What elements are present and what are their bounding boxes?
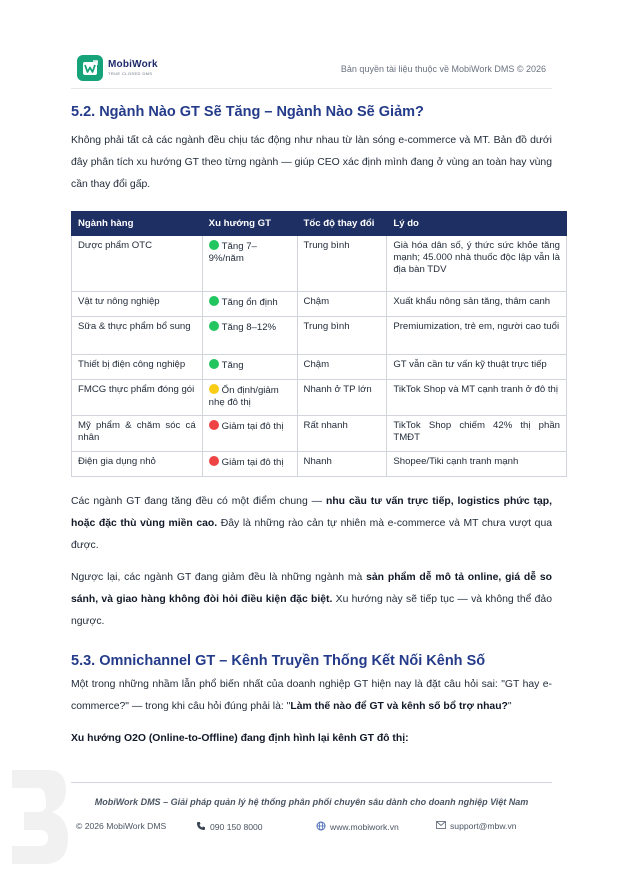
trend-label: Tăng 8–12% [221, 322, 277, 333]
trend-cell [202, 416, 297, 452]
trend-cell [202, 292, 297, 317]
email-link[interactable]: support@mbw.vn [450, 821, 517, 831]
reason-cell: Già hóa dân số, ý thức sức khỏe tăng mạnh; 45.000 nhà thuốc độc lập vẫn là địa bàn TDV [387, 236, 567, 292]
trend-label: Tăng [221, 360, 244, 371]
industry-cell: FMCG thực phẩm đóng gói [72, 380, 203, 416]
trend-cell [202, 452, 297, 477]
bold-text: Xu hướng O2O (Online-to-Offline) đang định hình lại kênh GT đô thị: [71, 733, 409, 744]
globe-icon [316, 821, 326, 833]
bold-text: sản phẩm dễ mô tả online, giá dễ so sánh, và giao hàng không đòi hỏi điều kiện đặc biệt. [71, 572, 552, 605]
industry-cell: Mỹ phẩm & chăm sóc cá nhân [72, 416, 203, 452]
industry-cell: Sữa & thực phẩm bổ sung [72, 317, 203, 355]
intro-paragraph: Không phải tất cả các ngành đều chịu tác động như nhau từ làn sóng e-commerce và MT. Bản đồ dưới đây phân tích xu hướng GT theo từng ngành — giúp CEO xác định mình đang ở vùng an toàn hay vùng cần thay đổi gấp. [71, 135, 552, 190]
phone-icon [196, 821, 206, 833]
footer-copyright [76, 821, 166, 831]
text-run: Một trong những nhầm lẫn phổ biến nhất của doanh nghiệp GT hiện nay là đặt câu hỏi sai: "GT hay e-commerce?" — trong khi câu hỏi đúng phải là: " [71, 679, 552, 712]
brand-tagline: TRUE CLOSED DMS [108, 71, 153, 76]
bold-text: nhu cầu tư vấn trực tiếp, logistics phức tạp, hoặc đặc thù vùng miền cao. [71, 496, 553, 529]
table-row [72, 317, 567, 355]
text-run: Ngược lại, các ngành GT đang giảm đều là những ngành mà [71, 572, 367, 583]
text-run: Xu hướng này sẽ tiếp tục — và không thể đảo ngược. [71, 594, 552, 627]
industry-cell: Dược phẩm OTC [72, 236, 203, 292]
table-row [72, 292, 567, 317]
column-header: Lý do [387, 212, 567, 236]
reason-cell: Xuất khẩu nông sản tăng, thâm canh [387, 292, 567, 317]
text-run: Các ngành GT đang tăng đều có một điểm chung — [71, 496, 326, 507]
footer-divider [71, 782, 552, 783]
reason-cell: Premiumization, trẻ em, người cao tuổi [387, 317, 567, 355]
mail-icon [436, 821, 446, 831]
trend-label: Ổn định/giảm nhẹ đô thị [208, 385, 279, 408]
trend-label: Tăng ổn định [221, 297, 278, 308]
reason-cell: Shopee/Tiki cạnh tranh mạnh [387, 452, 567, 477]
industry-cell: Thiết bị điện công nghiệp [72, 355, 203, 380]
industry-cell: Điện gia dụng nhỏ [72, 452, 203, 477]
header-copyright: Bản quyền tài liệu thuộc về MobiWork DMS © 2026 [340, 64, 546, 74]
omnichannel-paragraph [71, 674, 552, 718]
column-header: Tốc độ thay đổi [297, 212, 387, 236]
speed-cell: Chậm [297, 292, 387, 317]
trend-cell [202, 355, 297, 380]
bold-text: Làm thế nào để GT và kênh số bổ trợ nhau? [290, 701, 508, 712]
speed-cell: Chậm [297, 355, 387, 380]
trend-status-icon [209, 321, 219, 331]
watermark-number [4, 760, 70, 875]
speed-cell: Nhanh [297, 452, 387, 477]
table-row [72, 236, 567, 292]
table-row [72, 452, 567, 477]
footer-copyright-text: © 2026 MobiWork DMS [76, 821, 167, 831]
speed-cell: Rất nhanh [297, 416, 387, 452]
trend-cell [202, 317, 297, 355]
header-divider [71, 88, 552, 89]
trend-status-icon [209, 359, 219, 369]
trend-cell [202, 236, 297, 292]
trend-status-icon [209, 296, 219, 306]
table-row [72, 416, 567, 452]
growth-paragraph [71, 491, 552, 557]
reason-cell: TikTok Shop và MT cạnh tranh ở đô thị [387, 380, 567, 416]
o2o-paragraph [71, 728, 552, 750]
trend-label: Tăng 7–9%/năm [208, 241, 257, 264]
reason-cell: GT vẫn cần tư vấn kỹ thuật trực tiếp [387, 355, 567, 380]
section-title-5-3: 5.3. Omnichannel GT – Kênh Truyền Thống Kết Nối Kênh Số [71, 653, 486, 669]
text-run: " [507, 701, 512, 712]
speed-cell: Trung bình [297, 236, 387, 292]
speed-cell: Trung bình [297, 317, 387, 355]
reason-cell: TikTok Shop chiếm 42% thị phần TMĐT [387, 416, 567, 452]
website-link[interactable]: www.mobiwork.vn [330, 822, 399, 832]
trend-label: Giảm tại đô thị [221, 457, 284, 468]
industry-cell: Vật tư nông nghiệp [72, 292, 203, 317]
trend-status-icon [209, 456, 219, 466]
brand-logo [77, 55, 158, 81]
trend-cell [202, 380, 297, 416]
trend-status-icon [209, 384, 219, 394]
page-header [71, 52, 552, 88]
decline-paragraph [71, 567, 552, 633]
column-header: Xu hướng GT [202, 212, 297, 236]
footer-email[interactable] [436, 821, 517, 831]
table-row [72, 355, 567, 380]
footer-phone [196, 821, 263, 833]
text-run: Đây là những rào cản tự nhiên mà e-commerce và MT chưa vượt qua được. [71, 518, 553, 551]
trend-label: Giảm tại đô thị [221, 421, 284, 432]
footer-website[interactable] [316, 821, 399, 833]
trend-table [71, 211, 567, 477]
trend-status-icon [209, 240, 219, 250]
logo-mark-icon [77, 55, 103, 81]
trend-status-icon [209, 420, 219, 430]
table-row [72, 380, 567, 416]
brand-name: MobiWork [108, 59, 158, 70]
section-title-5-2: 5.2. Ngành Nào GT Sẽ Tăng – Ngành Nào Sẽ Giảm? [71, 104, 424, 120]
phone-number: 090 150 8000 [210, 822, 263, 832]
footer-tagline: MobiWork DMS – Giải pháp quản lý hệ thống phân phối chuyên sâu dành cho doanh nghiệp Việt Nam [94, 797, 529, 807]
table-header-row [72, 212, 567, 236]
column-header: Ngành hàng [72, 212, 203, 236]
speed-cell: Nhanh ở TP lớn [297, 380, 387, 416]
